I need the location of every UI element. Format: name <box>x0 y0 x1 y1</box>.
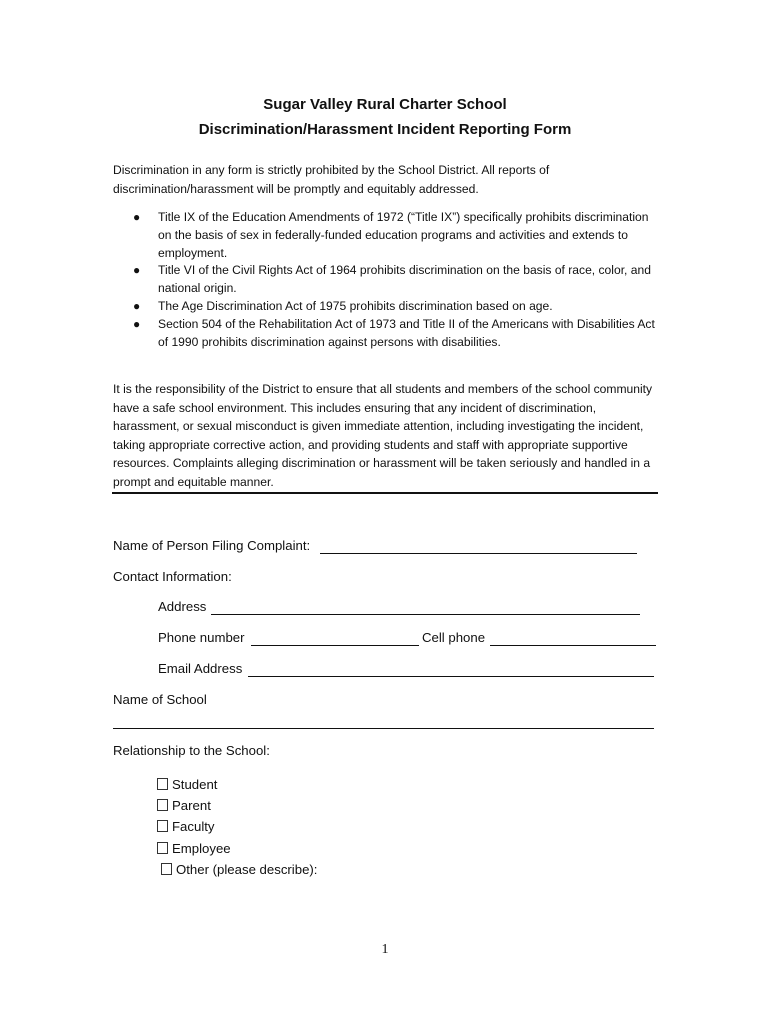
option-student[interactable]: Student <box>157 774 317 795</box>
name-input-line[interactable] <box>320 553 637 554</box>
bullet-icon: ● <box>133 316 141 331</box>
address-input-line[interactable] <box>211 614 640 615</box>
cell-input-line[interactable] <box>490 645 656 646</box>
bullet-icon: ● <box>133 263 141 278</box>
intro-paragraph: Discrimination in any form is strictly prohibited by the School District. All reports of discrimination/harassment will be promptly and equitably addressed. <box>113 163 550 196</box>
responsibility-paragraph: It is the responsibility of the District to ensure that all students and members of the school community have a safe school environment. This includes ensuring that any incident of discrimination, harassment, or sexual misconduct is given immediate attention, including investigating the incident, taking appropriate corrective action, and providing students and staff with appropriate supportive resources. Complaints alleging discrimination or harassment will be taken seriously and handled in a prompt and equitable manner. <box>113 382 653 489</box>
name-label: Name of Person Filing Complaint: <box>113 538 311 553</box>
option-faculty[interactable]: Faculty <box>157 816 317 837</box>
option-parent[interactable]: Parent <box>157 795 317 816</box>
contact-label: Contact Information: <box>113 569 232 584</box>
address-label: Address <box>158 599 207 614</box>
list-item: ● The Age Discrimination Act of 1975 prohibits discrimination based on age. <box>113 298 663 316</box>
checkbox-icon[interactable] <box>157 842 168 854</box>
law-list <box>113 209 663 351</box>
bullet-icon: ● <box>133 298 141 313</box>
bullet-icon: ● <box>133 210 141 224</box>
checkbox-icon[interactable] <box>157 799 168 811</box>
checkbox-icon[interactable] <box>161 863 172 875</box>
email-input-line[interactable] <box>248 676 654 677</box>
list-item: ● Title IX of the Education Amendments of 1972 (“Title IX”) specifically prohibits discrimination on the basis of sex in federally-funded education programs and activities and extends to employment. <box>133 210 649 260</box>
option-other[interactable]: Other (please describe): <box>157 859 317 880</box>
school-label: Name of School <box>113 692 207 707</box>
phone-label: Phone number <box>158 630 245 645</box>
relationship-options <box>157 774 317 880</box>
page-number: 1 <box>381 942 389 957</box>
relationship-label: Relationship to the School: <box>113 743 270 758</box>
phone-input-line[interactable] <box>251 645 419 646</box>
school-input-line[interactable] <box>113 728 654 729</box>
checkbox-icon[interactable] <box>157 778 168 790</box>
checkbox-icon[interactable] <box>157 820 168 832</box>
email-label: Email Address <box>158 661 243 676</box>
list-item: ● Title VI of the Civil Rights Act of 1964 prohibits discrimination on the basis of race, color, and national origin. <box>133 263 651 296</box>
cell-label: Cell phone <box>422 630 486 645</box>
option-employee[interactable]: Employee <box>157 838 317 859</box>
section-divider <box>112 492 658 494</box>
form-title: Discrimination/Harassment Incident Reporting Form <box>198 121 572 138</box>
list-item: ● Section 504 of the Rehabilitation Act of 1973 and Title II of the Americans with Disabilities Act of 1990 prohibits discrimination against persons with disabilities. <box>133 316 655 349</box>
school-name: Sugar Valley Rural Charter School <box>263 96 507 113</box>
